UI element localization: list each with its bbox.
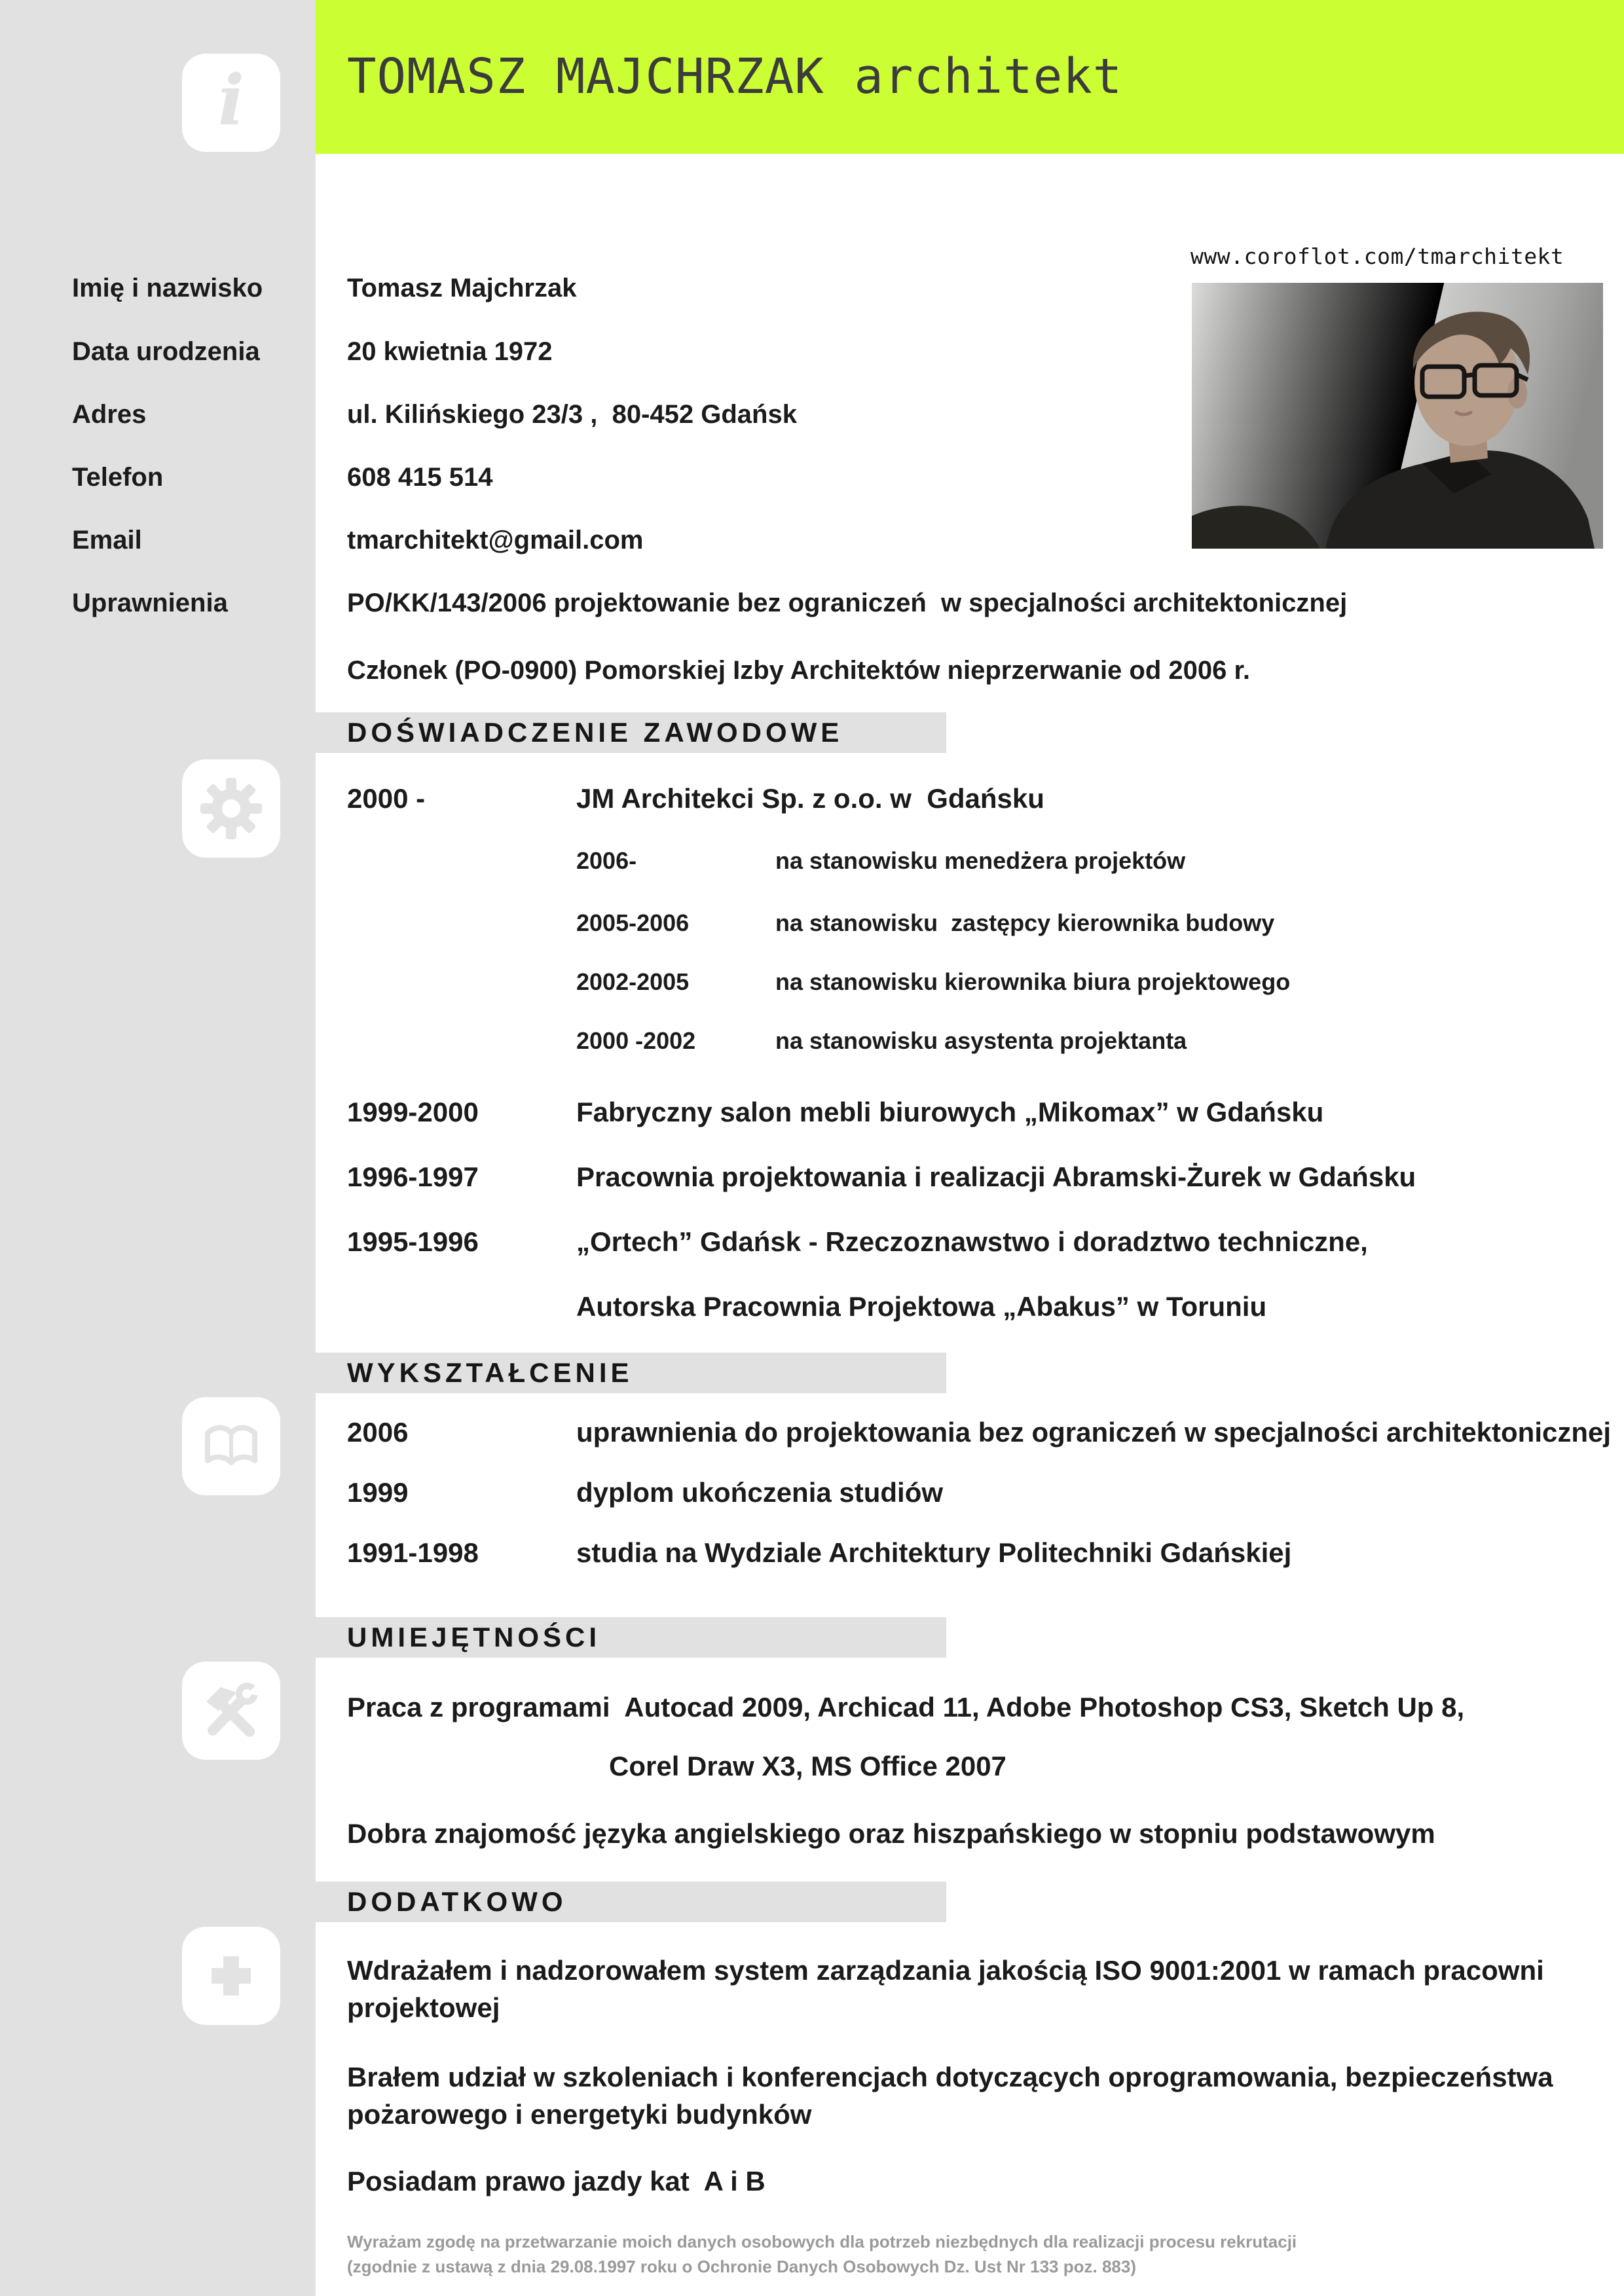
experience-period: 1995-1996 — [347, 1226, 479, 1257]
field-label-address: Adres — [72, 400, 147, 429]
plus-icon-glyph — [198, 1943, 264, 2009]
experience-sub-role: na stanowisku zastępcy kierownika budowy — [775, 909, 1275, 936]
experience-sub-period: 2006- — [576, 847, 637, 874]
personal-row — [0, 331, 1624, 372]
education-row — [0, 1533, 1624, 1573]
consent-note — [347, 2229, 1297, 2279]
additional-paragraph — [347, 2058, 1553, 2133]
additional-paragraph — [347, 2162, 766, 2200]
field-value-license: PO/KK/143/2006 projektowanie bez ograniczeń w specjalności architektonicznej — [347, 589, 1348, 617]
experience-subrow — [0, 1021, 1624, 1061]
experience-period: 2000 - — [347, 783, 426, 814]
personal-row — [0, 394, 1624, 435]
section-header-skills — [316, 1617, 946, 1658]
website-link[interactable]: www.coroflot.com/tmarchitekt — [1190, 244, 1564, 269]
tools-icon — [182, 1662, 280, 1760]
experience-row — [0, 1286, 1624, 1327]
experience-sub-period: 2000 -2002 — [576, 1027, 696, 1054]
experience-period: 1999-2000 — [347, 1097, 479, 1127]
skills-line: Dobra znajomość języka angielskiego oraz hiszpańskiego w stopniu podstawowym — [347, 1818, 1435, 1849]
section-header-additional — [316, 1882, 946, 1922]
education-row — [0, 1412, 1624, 1453]
plus-icon — [182, 1927, 280, 2025]
field-label-email: Email — [72, 526, 142, 555]
field-value-email[interactable]: tmarchitekt@gmail.com — [347, 526, 644, 555]
section-title: DODATKOWO — [347, 1886, 567, 1917]
skills-line: Corel Draw X3, MS Office 2007 — [609, 1751, 1006, 1781]
education-period: 2006 — [347, 1417, 409, 1448]
education-period: 1991-1998 — [347, 1537, 479, 1568]
additional-paragraph — [347, 1952, 1544, 2026]
consent-line: Wyrażam zgodę na przetwarzanie moich danych osobowych dla potrzeb niezbędnych dla realizacji procesu rekrutacji — [347, 2232, 1297, 2251]
additional-line: projektowej — [347, 1992, 500, 2023]
field-label-birthdate: Data urodzenia — [72, 337, 260, 366]
experience-subrow — [0, 903, 1624, 943]
experience-sub-period: 2002-2005 — [576, 968, 690, 995]
field-label-license: Uprawnienia — [72, 589, 228, 617]
field-value-address: ul. Kilińskiego 23/3 , 80-452 Gdańsk — [347, 400, 797, 429]
experience-row — [0, 1157, 1624, 1197]
tools-icon-glyph — [198, 1678, 264, 1743]
section-title: DOŚWIADCZENIE ZAWODOWE — [347, 717, 843, 748]
additional-line: Posiadam prawo jazdy kat A i B — [347, 2166, 766, 2196]
experience-company: Autorska Pracownia Projektowa „Abakus” w Toruniu — [576, 1291, 1267, 1322]
field-value-phone: 608 415 514 — [347, 463, 493, 492]
experience-subrow — [0, 841, 1624, 881]
experience-company: „Ortech” Gdańsk - Rzeczoznawstwo i doradztwo techniczne, — [576, 1226, 1368, 1257]
personal-row — [0, 520, 1624, 560]
experience-company: Fabryczny salon mebli biurowych „Mikomax” w Gdańsku — [576, 1097, 1324, 1127]
personal-row — [0, 583, 1624, 623]
experience-sub-period: 2005-2006 — [576, 909, 690, 936]
info-icon-glyph: i — [217, 59, 245, 141]
page-title: TOMASZ MAJCHRZAK architekt — [347, 48, 1123, 105]
experience-subrow — [0, 962, 1624, 1002]
experience-row — [0, 778, 1624, 819]
education-text: studia na Wydziale Architektury Politechniki Gdańskiej — [576, 1537, 1292, 1568]
additional-line: Brałem udział w szkoleniach i konferencjach dotyczących oprogramowania, bezpieczeństwa — [347, 2062, 1553, 2092]
experience-row — [0, 1092, 1624, 1133]
personal-row — [0, 650, 1624, 691]
additional-line: Wdrażałem i nadzorowałem system zarządzania jakością ISO 9001:2001 w ramach pracowni — [347, 1955, 1544, 1986]
experience-period: 1996-1997 — [347, 1161, 479, 1192]
experience-sub-role: na stanowisku menedżera projektów — [775, 847, 1186, 874]
info-icon — [182, 54, 280, 152]
field-value-birthdate: 20 kwietnia 1972 — [347, 337, 553, 366]
additional-line: pożarowego i energetyki budynków — [347, 2099, 812, 2130]
personal-row — [0, 268, 1624, 308]
experience-sub-role: na stanowisku kierownika biura projektowego — [775, 968, 1291, 995]
education-text: uprawnienia do projektowania bez ograniczeń w specjalności architektonicznej — [576, 1417, 1612, 1448]
field-value-name: Tomasz Majchrzak — [347, 274, 577, 302]
education-period: 1999 — [347, 1477, 409, 1508]
section-title: UMIEJĘTNOŚCI — [347, 1622, 601, 1652]
education-row — [0, 1472, 1624, 1513]
experience-company: Pracownia projektowania i realizacji Abramski-Żurek w Gdańsku — [576, 1161, 1416, 1192]
field-value-membership: Członek (PO-0900) Pomorskiej Izby Architektów nieprzerwanie od 2006 r. — [347, 656, 1250, 685]
section-title: WYKSZTAŁCENIE — [347, 1357, 633, 1388]
section-header-education — [316, 1353, 946, 1393]
field-label-phone: Telefon — [72, 463, 164, 492]
experience-company: JM Architekci Sp. z o.o. w Gdańsku — [576, 783, 1044, 814]
field-label-name: Imię i nazwisko — [72, 274, 263, 302]
section-header-experience — [316, 712, 946, 753]
experience-sub-role: na stanowisku asystenta projektanta — [775, 1027, 1187, 1054]
experience-row — [0, 1222, 1624, 1262]
consent-line: (zgodnie z ustawą z dnia 29.08.1997 roku o Ochronie Danych Osobowych Dz. Ust Nr 133 poz. 883) — [347, 2257, 1136, 2276]
education-text: dyplom ukończenia studiów — [576, 1477, 944, 1508]
skills-line: Praca z programami Autocad 2009, Archicad 11, Adobe Photoshop CS3, Sketch Up 8, — [347, 1692, 1465, 1722]
personal-row — [0, 457, 1624, 498]
